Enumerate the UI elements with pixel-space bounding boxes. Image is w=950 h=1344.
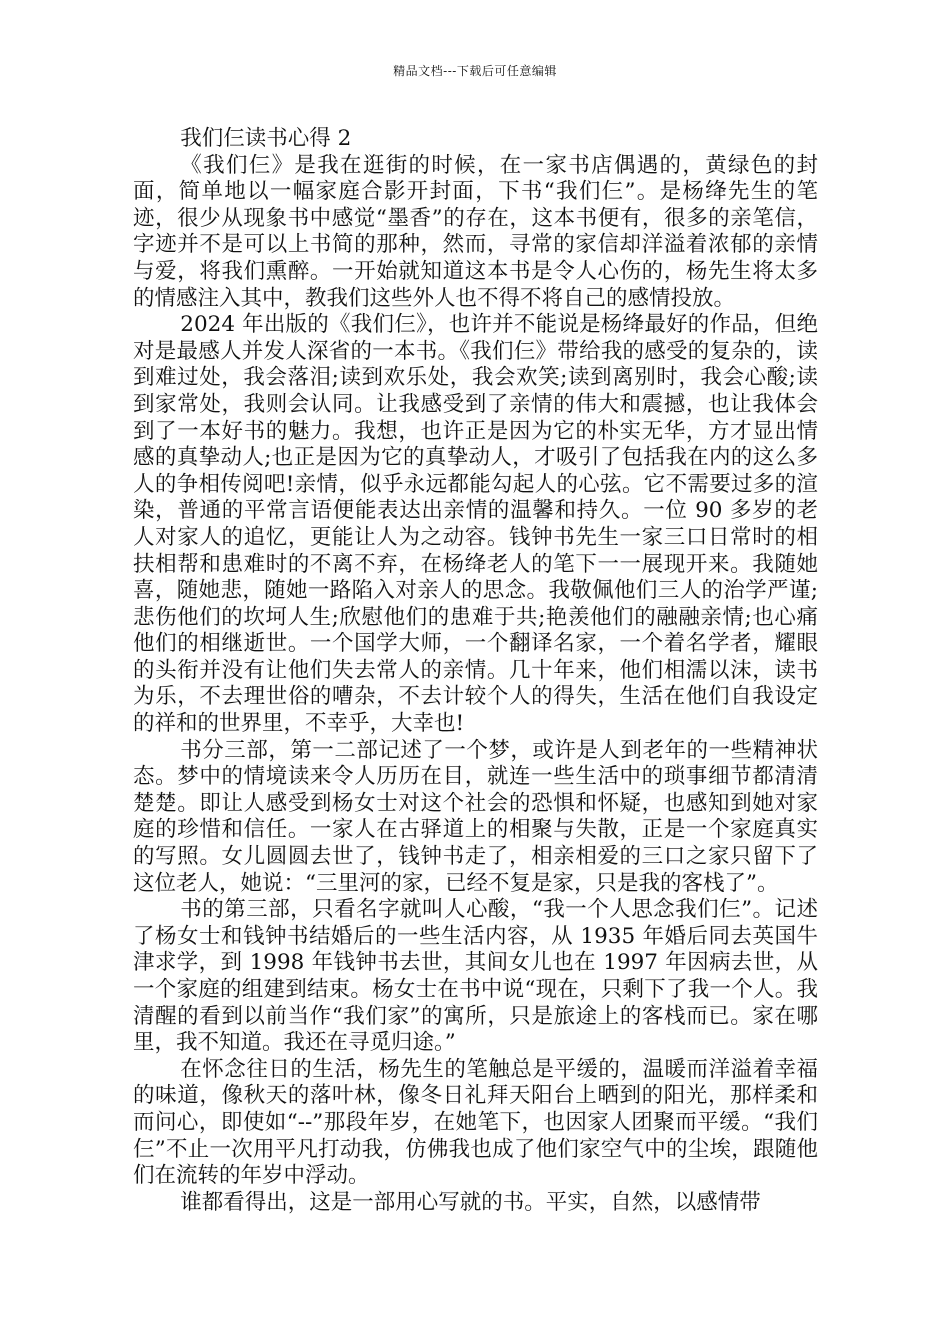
document-title: 我们仨读书心得 2 bbox=[180, 126, 352, 151]
paragraph-4: 书的第三部，只看名字就叫人心酸，“我一个人思念我们仨”。记述了杨女士和钱钟书结婚后的一些生活内容，从 1935 年婚后同去英国牛津求学，到 1998 年钱钟书去世，其间女儿也在 1997 年因病去世，从一个家庭的组建到结束。杨女士在书中说“现在，只剩下了我一个人。我清醒的看到以前当作“我们家”的寓所，只是旅途上的客栈而已。家在哪里，我不知道。我还在寻觅归途。” bbox=[133, 897, 818, 1056]
page-header: 精品文档---下载后可任意编辑 bbox=[393, 64, 557, 78]
paragraph-3: 书分三部，第一二部记述了一个梦，或许是人到老年的一些精神状态。梦中的情境读来令人历历在目，就连一些生活中的琐事细节都清清楚楚。即让人感受到杨女士对这个社会的恐惧和怀疑，也感知到她对家庭的珍惜和信任。一家人在古驿道上的相聚与失散，正是一个家庭真实的写照。女儿圆圆去世了，钱钟书走了，相亲相爱的三口之家只留下了这位老人，她说：“三里河的家，已经不复是家，只是我的客栈了”。 bbox=[133, 737, 818, 896]
paragraph-5: 在怀念往日的生活，杨先生的笔触总是平缓的，温暖而洋溢着幸福的味道，像秋天的落叶林，像冬日礼拜天阳台上晒到的阳光，那样柔和而问心，即使如“--”那段年岁，在她笔下，也因家人团聚而平缓。“我们仨”不止一次用平凡打动我，仿佛我也成了他们家空气中的尘埃，跟随他们在流转的年岁中浮动。 bbox=[133, 1056, 818, 1189]
paragraph-2: 2024 年出版的《我们仨》，也许并不能说是杨绛最好的作品，但绝对是最感人并发人深省的一本书。《我们仨》带给我的感受的复杂的，读到难过处，我会落泪;读到欢乐处，我会欢笑;读到离别时，我会心酸;读到家常处，我则会认同。让我感受到了亲情的伟大和震撼，也让我体会到了一本好书的魅力。我想，也许正是因为它的朴实无华，方才显出情感的真挚动人;也正是因为它的真挚动人，才吸引了包括我在内的这么多人的争相传阅吧!亲情，似乎永远都能勾起人的心弦。它不需要过多的渲染，普通的平常言语便能表达出亲情的温馨和持久。一位 90 多岁的老人对家人的追忆，更能让人为之动容。钱钟书先生一家三口日常时的相扶相帮和患难时的不离不弃，在杨绛老人的笔下一一展现开来。我随她喜，随她悲，随她一路陷入对亲人的思念。我敬佩他们三人的治学严谨;悲伤他们的坎坷人生;欣慰他们的患难于共;艳羡他们的融融亲情;也心痛他们的相继逝世。一个国学大师，一个翻译名家，一个着名学者，耀眼的头衔并没有让他们失去常人的亲情。几十年来，他们相濡以沫，读书为乐，不去理世俗的嘈杂，不去计较个人的得失，生活在他们自我设定的祥和的世界里，不幸乎，大幸也! bbox=[133, 312, 818, 737]
paragraph-6: 谁都看得出，这是一部用心写就的书。平实，自然，以感情带 bbox=[180, 1189, 761, 1215]
document-body bbox=[133, 126, 818, 1216]
paragraph-1: 《我们仨》是我在逛街的时候，在一家书店偶遇的，黄绿色的封面，简单地以一幅家庭合影开封面，下书“我们仨”。是杨绛先生的笔迹，很少从现象书中感觉“墨香”的存在，这本书便有，很多的亲笔信，字迹并不是可以上书简的那种，然而，寻常的家信却洋溢着浓郁的亲情与爱，将我们熏醉。一开始就知道这本书是令人心伤的，杨先生将太多的情感注入其中，教我们这些外人也不得不将自己的感情投放。 bbox=[133, 152, 818, 311]
